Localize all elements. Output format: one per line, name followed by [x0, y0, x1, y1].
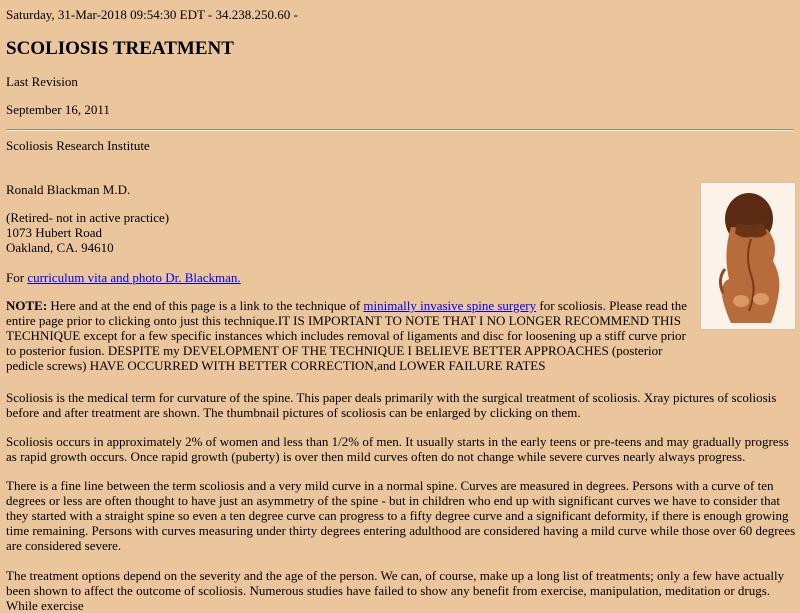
occurrence-paragraph: Scoliosis occurs in approximately 2% of women and less than 1/2% of men. It usually starts in the early teens or pre-teens and may gradually progress as rapid growth occurs. Once rapid growth (puberty) is over then mild curves often do not change while severe curves nearly always progress. — [6, 434, 789, 464]
cv-prefix: For — [6, 270, 28, 285]
author-status: (Retired- not in active practice) — [6, 210, 170, 225]
cv-line — [6, 270, 241, 285]
address-street: 1073 Hubert Road — [6, 225, 103, 240]
minimally-invasive-surgery-link[interactable]: minimally invasive spine surgery — [363, 298, 537, 313]
timestamp-banner: Saturday, 31-Mar-2018 09:54:30 EDT - 34.238.250.60 - — [6, 7, 298, 22]
note-text-after-link: for scoliosis. Please read the entire page prior to clicking onto just this technique.IT IS IMPORTANT TO NOTE THAT I NO LONGER RECOMMEND THIS TECHNIQUE except for a few specific instances which includes removal of ligaments and disc for loosening up a stiff curve prior to posterior fusion. DESPITE my DEVELOPMENT OF THE TECHNIQUE I BELIEVE BETTER APPROACHES (posterior pedicle screws) HAVE OCCURRED WITH BETTER CORRECTION,and LOWER FAILURE RATES — [6, 298, 688, 373]
last-revision-label: Last Revision — [6, 74, 78, 89]
note-label: NOTE: — [6, 298, 48, 313]
curriculum-vita-link[interactable]: curriculum vita and photo Dr. Blackman. — [27, 270, 241, 285]
author-name: Ronald Blackman M.D. — [6, 182, 131, 197]
treatment-options-paragraph: The treatment options depend on the severity and the age of the person. We can, of course, make up a long list of treatments; only a few have actually been shown to affect the outcome of scoliosis. Numerous studies have failed to show any benefit from exercise, manipulation, meditation or drugs. While exercise — [6, 568, 785, 613]
note-text-before-link: Here and at the end of this page is a link to the technique of — [47, 298, 364, 313]
page-title: SCOLIOSIS TREATMENT — [6, 38, 234, 59]
horizontal-divider — [6, 129, 794, 131]
intro-paragraph: Scoliosis is the medical term for curvature of the spine. This paper deals primarily with the surgical treatment of scoliosis. Xray pictures of scoliosis before and after treatment are shown. The thumbnail pictures of scoliosis can be enlarged by clicking on them. — [6, 390, 777, 420]
author-address — [6, 210, 169, 255]
scoliosis-back-photo[interactable] — [700, 182, 796, 330]
back-photo-image — [701, 183, 795, 329]
institute-name: Scoliosis Research Institute — [6, 138, 150, 153]
address-city: Oakland, CA. 94610 — [6, 240, 114, 255]
note-paragraph — [6, 298, 696, 373]
revision-date: September 16, 2011 — [6, 102, 110, 117]
curve-measurement-paragraph: There is a fine line between the term scoliosis and a very mild curve in a normal spine. Curves are measured in degrees. Persons with a curve of ten degrees or less are often thought to have just an asymmetry of the spine - but in children who end up with significant curves we have to consider that they started with a straight spine so even a ten degree curve can progress to a fifty degree curve and a significant deformity, if there is enough growing time remaining. Persons with curves measuring under thirty degrees entering adulthood are considered having a mild curve while those over 60 degrees are considered severe. — [6, 478, 796, 553]
